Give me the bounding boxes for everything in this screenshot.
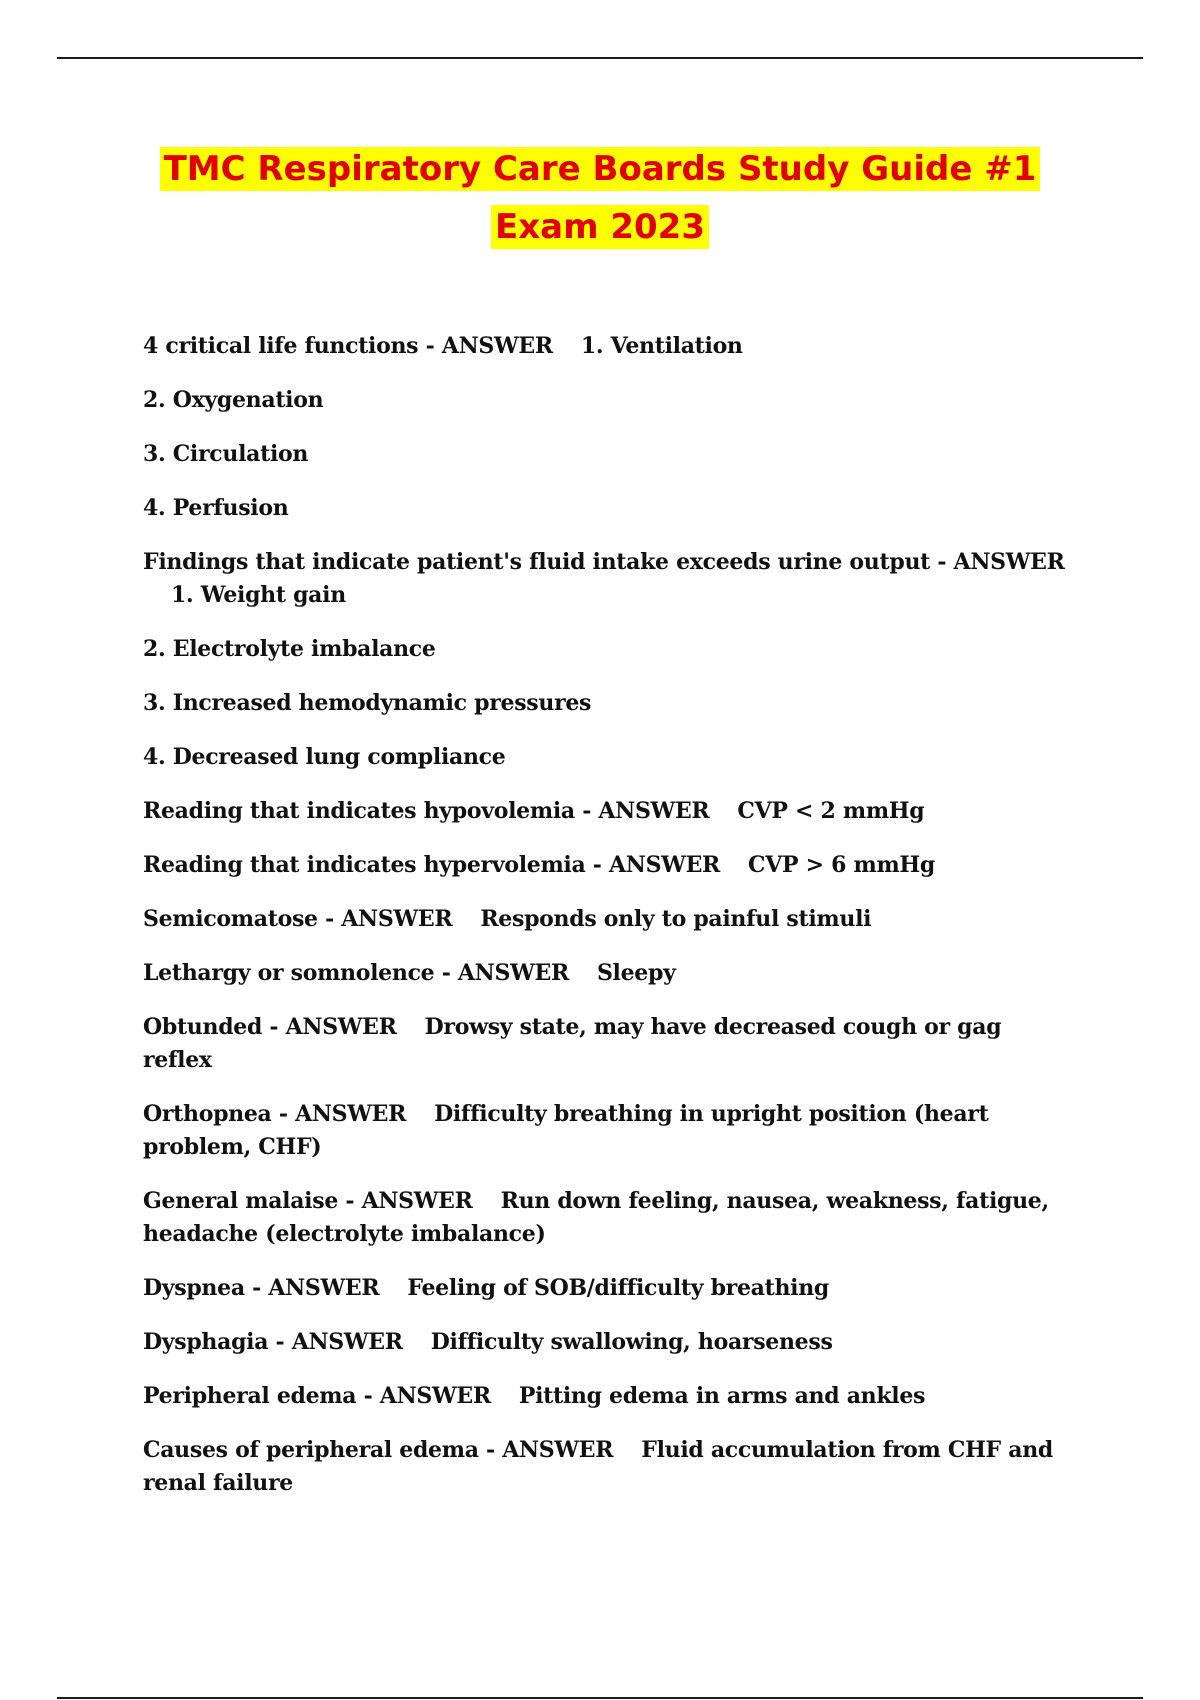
entry-answer: Responds only to painful stimuli: [480, 906, 872, 932]
entry-term: Dysphagia - ANSWER: [143, 1329, 403, 1355]
qa-entry: [143, 492, 1073, 525]
entry-answer: 4. Decreased lung compliance: [143, 744, 506, 770]
entry-answer: CVP > 6 mmHg: [748, 852, 935, 878]
entry-answer: Sleepy: [596, 960, 676, 986]
qa-entry: [143, 1434, 1073, 1500]
entry-answer: 1. Weight gain: [171, 582, 346, 608]
qa-entry: [143, 741, 1073, 774]
entry-term: Peripheral edema - ANSWER: [143, 1383, 491, 1409]
document-title: [0, 140, 1200, 256]
title-line-2: Exam 2023: [0, 198, 1200, 256]
qa-entry: [143, 795, 1073, 828]
qa-entry: [143, 384, 1073, 417]
entry-answer: Fluid accumulation from CHF and renal failure: [143, 1437, 1053, 1496]
entry-answer: 1. Ventilation: [580, 333, 743, 359]
entry-term: 4 critical life functions - ANSWER: [143, 333, 553, 359]
entry-answer: Difficulty swallowing, hoarseness: [430, 1329, 833, 1355]
qa-entry: [143, 687, 1073, 720]
entry-term: Findings that indicate patient's fluid intake exceeds urine output - ANSWER: [143, 549, 1065, 575]
qa-entry: [143, 330, 1073, 363]
top-rule: [57, 57, 1143, 59]
qa-entry: [143, 903, 1073, 936]
qa-entry: [143, 633, 1073, 666]
entry-answer: Drowsy state, may have decreased cough or gag reflex: [143, 1014, 1002, 1073]
entry-term: Orthopnea - ANSWER: [143, 1101, 407, 1127]
entry-term: Semicomatose - ANSWER: [143, 906, 453, 932]
entry-term: Reading that indicates hypovolemia - ANSWER: [143, 798, 710, 824]
qa-entry: [143, 1185, 1073, 1251]
bottom-rule: [57, 1697, 1143, 1699]
entry-term: Reading that indicates hypervolemia - ANSWER: [143, 852, 721, 878]
entry-term: General malaise - ANSWER: [143, 1188, 473, 1214]
qa-entry: [143, 1272, 1073, 1305]
qa-entry: [143, 957, 1073, 990]
entry-term: Dyspnea - ANSWER: [143, 1275, 380, 1301]
qa-entry: [143, 438, 1073, 471]
qa-entry: [143, 1326, 1073, 1359]
qa-entry: [143, 849, 1073, 882]
qa-entry: [143, 1380, 1073, 1413]
title-line-1: TMC Respiratory Care Boards Study Guide #1: [0, 140, 1200, 198]
entry-term: Lethargy or somnolence - ANSWER: [143, 960, 569, 986]
entry-answer: Difficulty breathing in upright position (heart problem, CHF): [143, 1101, 989, 1160]
entry-term: Causes of peripheral edema - ANSWER: [143, 1437, 614, 1463]
entry-answer: 2. Oxygenation: [143, 387, 324, 413]
study-guide-content: [143, 330, 1073, 1521]
qa-entry: [143, 1098, 1073, 1164]
entry-answer: Feeling of SOB/difficulty breathing: [407, 1275, 829, 1301]
entry-answer: 2. Electrolyte imbalance: [143, 636, 436, 662]
entry-answer: Pitting edema in arms and ankles: [518, 1383, 926, 1409]
entry-answer: Run down feeling, nausea, weakness, fatigue, headache (electrolyte imbalance): [143, 1188, 1049, 1247]
entry-answer: CVP < 2 mmHg: [737, 798, 925, 824]
entry-answer: 4. Perfusion: [143, 495, 289, 521]
qa-entry: [143, 1011, 1073, 1077]
entry-answer: 3. Increased hemodynamic pressures: [143, 690, 592, 716]
entry-term: Obtunded - ANSWER: [143, 1014, 397, 1040]
entry-answer: 3. Circulation: [143, 441, 309, 467]
qa-entry: [143, 546, 1073, 612]
